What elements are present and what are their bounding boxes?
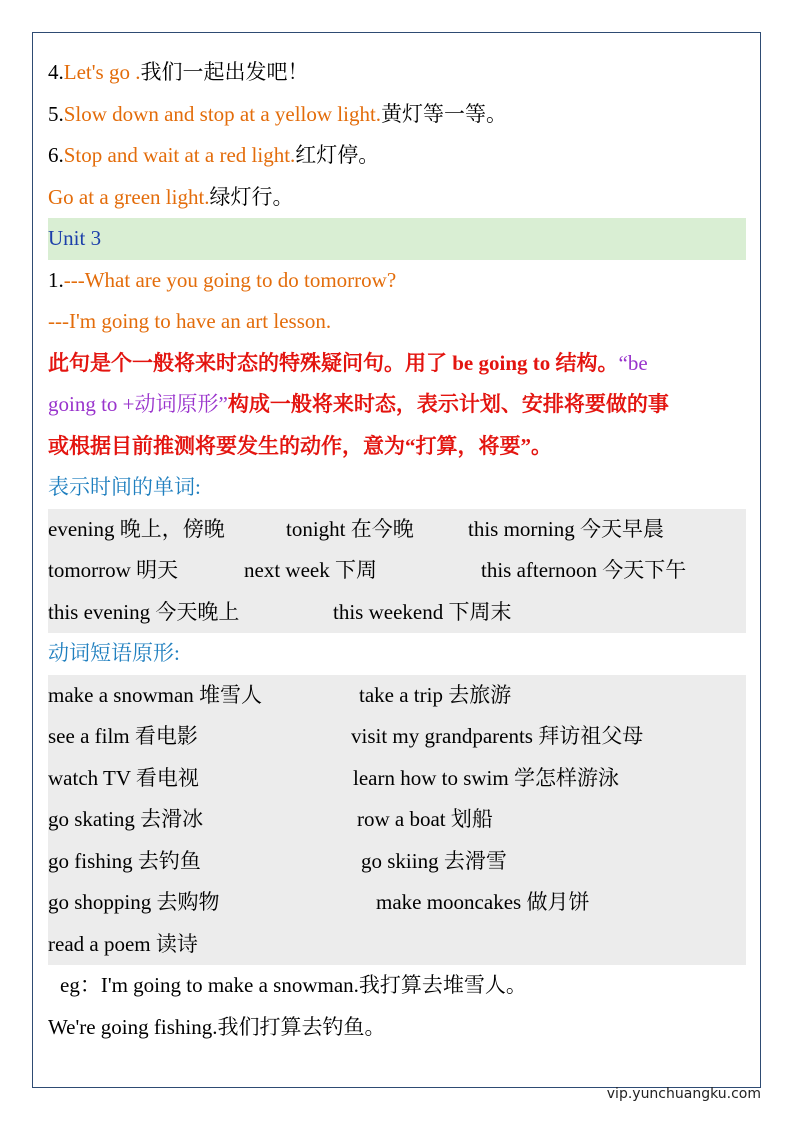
table-row bbox=[48, 550, 746, 592]
question-text: ---What are you going to do tomorrow? bbox=[63, 267, 397, 292]
sentence-5 bbox=[48, 94, 746, 136]
verb-phrase: go skating 去滑冰 bbox=[48, 807, 204, 831]
sentence-number: 4. bbox=[48, 60, 64, 84]
table-row bbox=[48, 841, 746, 883]
explanation-line-1 bbox=[48, 343, 746, 385]
explanation-line-3: 或根据目前推测将要发生的动作，意为“打算，将要”。 bbox=[48, 433, 552, 458]
verb-phrase: see a film 看电影 bbox=[48, 724, 198, 748]
example-sentence-2: We're going fishing.我们打算去钓鱼。 bbox=[48, 1014, 386, 1039]
table-row bbox=[48, 799, 746, 841]
table-row bbox=[48, 924, 746, 966]
verb-phrases-table bbox=[48, 675, 746, 966]
explanation-line-2 bbox=[48, 384, 746, 426]
sentence-chinese: 黄灯等一等。 bbox=[381, 101, 508, 126]
time-word: this morning 今天早晨 bbox=[468, 516, 665, 541]
example-sentence-1: eg：I'm going to make a snowman.我打算去堆雪人。 bbox=[60, 973, 527, 997]
time-word: this evening 今天晚上 bbox=[48, 599, 240, 624]
verb-phrase: make a snowman 堆雪人 bbox=[48, 682, 263, 707]
explanation-text: 构成一般将来时态，表示计划、安排将要做的事 bbox=[227, 392, 669, 416]
verb-phrase: learn how to swim 学怎样游泳 bbox=[353, 765, 619, 790]
document-body bbox=[48, 52, 746, 1048]
sentence-6 bbox=[48, 135, 746, 177]
sentence-4 bbox=[48, 52, 746, 94]
sentence-english: Let's go . bbox=[63, 60, 141, 84]
grammar-pattern: going to +动词原形” bbox=[48, 392, 228, 416]
time-words-table bbox=[48, 509, 746, 634]
watermark: vip.yunchuangku.com bbox=[606, 1086, 761, 1102]
verb-phrase: watch TV 看电视 bbox=[48, 765, 199, 790]
sentence-chinese: 我们一起出发吧！ bbox=[140, 60, 309, 84]
question-line bbox=[48, 260, 746, 302]
time-word: next week 下周 bbox=[244, 558, 377, 582]
answer-line: ---I'm going to have an art lesson. bbox=[48, 309, 332, 333]
table-row bbox=[48, 758, 746, 800]
sentence-chinese: 红灯停。 bbox=[295, 143, 380, 167]
time-words-heading: 表示时间的单词: bbox=[48, 475, 201, 499]
verb-phrase: make mooncakes 做月饼 bbox=[376, 890, 590, 914]
grammar-pattern: “be bbox=[618, 350, 648, 375]
table-row bbox=[48, 882, 746, 924]
table-row bbox=[48, 675, 746, 717]
sentence-chinese: 绿灯行。 bbox=[209, 184, 294, 209]
verb-phrase: go fishing 去钓鱼 bbox=[48, 848, 201, 873]
time-word: tomorrow 明天 bbox=[48, 558, 179, 582]
sentence-number: 6. bbox=[48, 143, 64, 167]
table-row bbox=[48, 592, 746, 634]
time-word: this afternoon 今天下午 bbox=[481, 558, 687, 582]
verb-phrase: read a poem 读诗 bbox=[48, 931, 198, 956]
verb-phrases-heading: 动词短语原形: bbox=[48, 641, 180, 665]
sentence-number: 5. bbox=[48, 101, 64, 126]
unit-heading: Unit 3 bbox=[48, 218, 746, 260]
sentence-7 bbox=[48, 177, 746, 219]
time-word: this weekend 下周末 bbox=[333, 599, 512, 624]
time-word: tonight 在今晚 bbox=[286, 516, 414, 541]
sentence-english: Slow down and stop at a yellow light. bbox=[63, 101, 382, 126]
sentence-english: Stop and wait at a red light. bbox=[63, 143, 296, 167]
verb-phrase: visit my grandparents 拜访祖父母 bbox=[351, 724, 644, 748]
sentence-english: Go at a green light. bbox=[48, 184, 210, 209]
table-row bbox=[48, 509, 746, 551]
table-row bbox=[48, 716, 746, 758]
verb-phrase: go shopping 去购物 bbox=[48, 890, 220, 914]
question-number: 1. bbox=[48, 267, 64, 292]
explanation-text: 此句是个一般将来时态的特殊疑问句。用了 be going to 结构。 bbox=[48, 350, 619, 375]
verb-phrase: row a boat 划船 bbox=[357, 807, 493, 831]
time-word: evening 晚上，傍晚 bbox=[48, 516, 225, 541]
verb-phrase: take a trip 去旅游 bbox=[359, 682, 512, 707]
verb-phrase: go skiing 去滑雪 bbox=[361, 848, 507, 873]
